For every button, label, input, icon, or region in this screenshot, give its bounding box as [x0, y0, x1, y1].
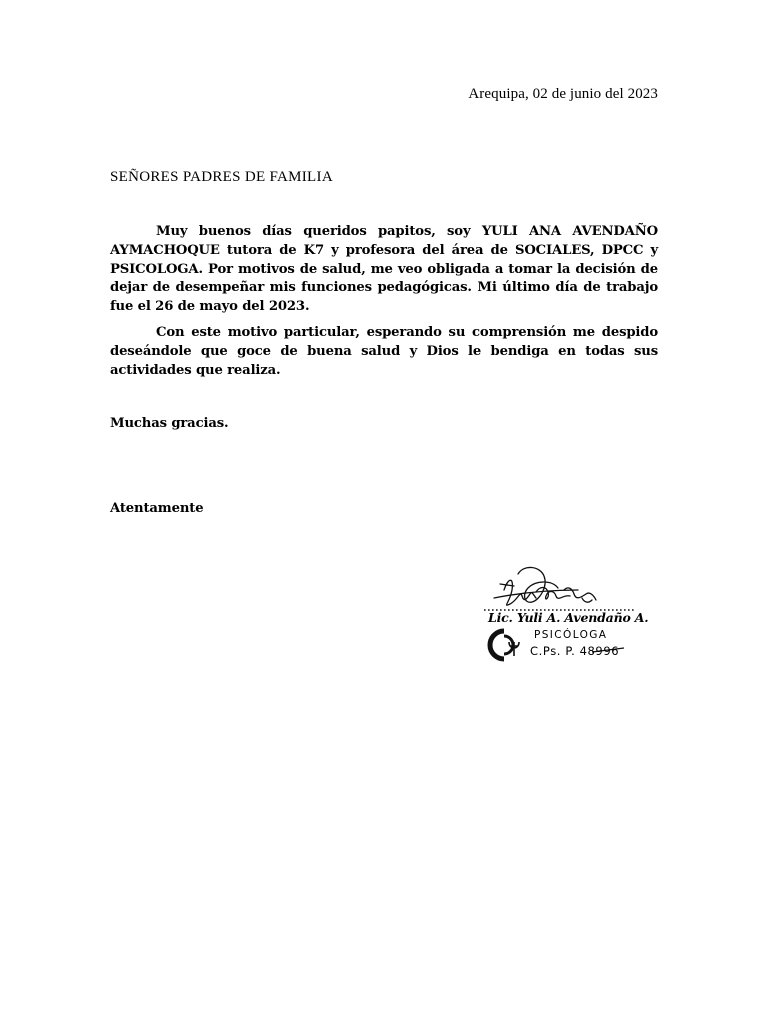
signature-stamp: [474, 560, 658, 666]
paragraph-2-text: Con este motivo particular, esperando su comprensión me despido deseándole que goce de buena salud y Dios le bendiga en todas sus actividades que realiza.: [110, 325, 658, 378]
stamp-registration: C.Ps. P. 48996: [530, 644, 620, 658]
letter-thanks: Muchas gracias.: [110, 416, 229, 431]
letter-paragraph-1: [110, 223, 658, 317]
letter-closing: Atentamente: [110, 501, 204, 516]
handwritten-signature: [494, 567, 596, 605]
paragraph-1-text: Muy buenos días queridos papitos, soy YULI ANA AVENDAÑO AYMACHOQUE tutora de K7 y profesora del área de SOCIALES, DPCC y PSICOLOGA. Por motivos de salud, me veo obligada a tomar la decisión de dejar de desempeñar mis funciones pedagógicas. Mi último día de trabajo fue el 26 de mayo del 2023.: [110, 224, 658, 315]
letter-paragraph-2: [110, 324, 658, 380]
letter-addressee: SEÑORES PADRES DE FAMILIA: [110, 169, 333, 185]
stamp-name: Lic. Yuli A. Avendaño A.: [488, 610, 649, 625]
letter-date: Arequipa, 02 de junio del 2023: [468, 86, 658, 102]
stamp-title: PSICÓLOGA: [534, 629, 608, 641]
cpsp-logo-icon: [490, 631, 519, 659]
